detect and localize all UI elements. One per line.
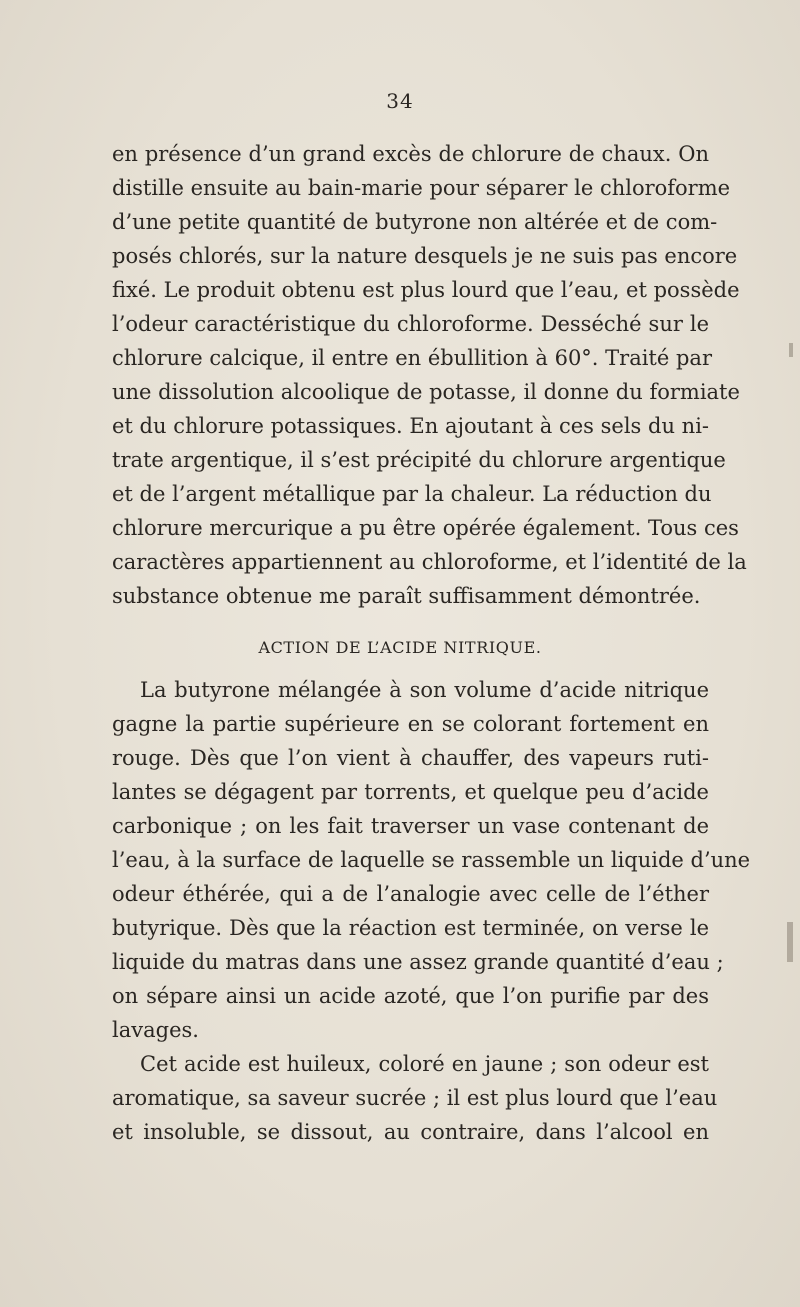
text-line: Cet acide est huileux, coloré en jaune ; son odeur est [140, 1052, 709, 1076]
text-line: et insoluble, se dissout, au contraire, dans l’alcool en [112, 1120, 709, 1144]
text-line: trate argentique, il s’est précipité du chlorure argentique [112, 448, 726, 472]
text-line: on sépare ainsi un acide azoté, que l’on purifie par des [112, 984, 709, 1008]
text-line: lantes se dégagent par torrents, et quelque peu d’acide [112, 780, 709, 804]
text-line: odeur éthérée, qui a de l’analogie avec celle de l’éther [112, 882, 709, 906]
text-line: aromatique, sa saveur sucrée ; il est plus lourd que l’eau [112, 1086, 718, 1110]
margin-mark [787, 922, 793, 962]
text-line: caractères appartiennent au chloroforme, et l’identité de la [112, 550, 747, 574]
text-line: gagne la partie supérieure en se colorant fortement en [112, 712, 709, 736]
text-line: La butyrone mélangée à son volume d’acide nitrique [140, 678, 709, 702]
text-line: une dissolution alcoolique de potasse, il donne du formiate [112, 380, 740, 404]
page-number: 34 [386, 89, 414, 113]
text-line: d’une petite quantité de butyrone non altérée et de com- [112, 210, 718, 234]
text-line: lavages. [112, 1018, 199, 1042]
text-line: posés chlorés, sur la nature desquels je ne suis pas encore [112, 244, 738, 268]
text-line: butyrique. Dès que la réaction est terminée, on verse le [112, 916, 709, 940]
text-line: chlorure calcique, il entre en ébullition à 60°. Traité par [112, 346, 712, 370]
text-line: chlorure mercurique a pu être opérée également. Tous ces [112, 516, 739, 540]
text-line: l’odeur caractéristique du chloroforme. Desséché sur le [112, 312, 709, 336]
text-line: et de l’argent métallique par la chaleur. La réduction du [112, 482, 712, 506]
text-line: en présence d’un grand excès de chlorure de chaux. On [112, 142, 709, 166]
text-line: substance obtenue me paraît suffisamment démontrée. [112, 584, 701, 608]
text-line: carbonique ; on les fait traverser un vase contenant de [112, 814, 709, 838]
margin-mark [789, 343, 793, 357]
text-line: et du chlorure potassiques. En ajoutant à ces sels du ni- [112, 414, 709, 438]
text-line: distille ensuite au bain-marie pour séparer le chloroforme [112, 176, 731, 200]
text-line: fixé. Le produit obtenu est plus lourd que l’eau, et possède [112, 278, 740, 302]
text-line: l’eau, à la surface de laquelle se rassemble un liquide d’une [112, 848, 751, 872]
text-line: liquide du matras dans une assez grande quantité d’eau ; [112, 950, 724, 974]
text-line: rouge. Dès que l’on vient à chauffer, des vapeurs ruti- [112, 746, 709, 770]
section-heading: ACTION DE L’ACIDE NITRIQUE. [258, 638, 542, 657]
